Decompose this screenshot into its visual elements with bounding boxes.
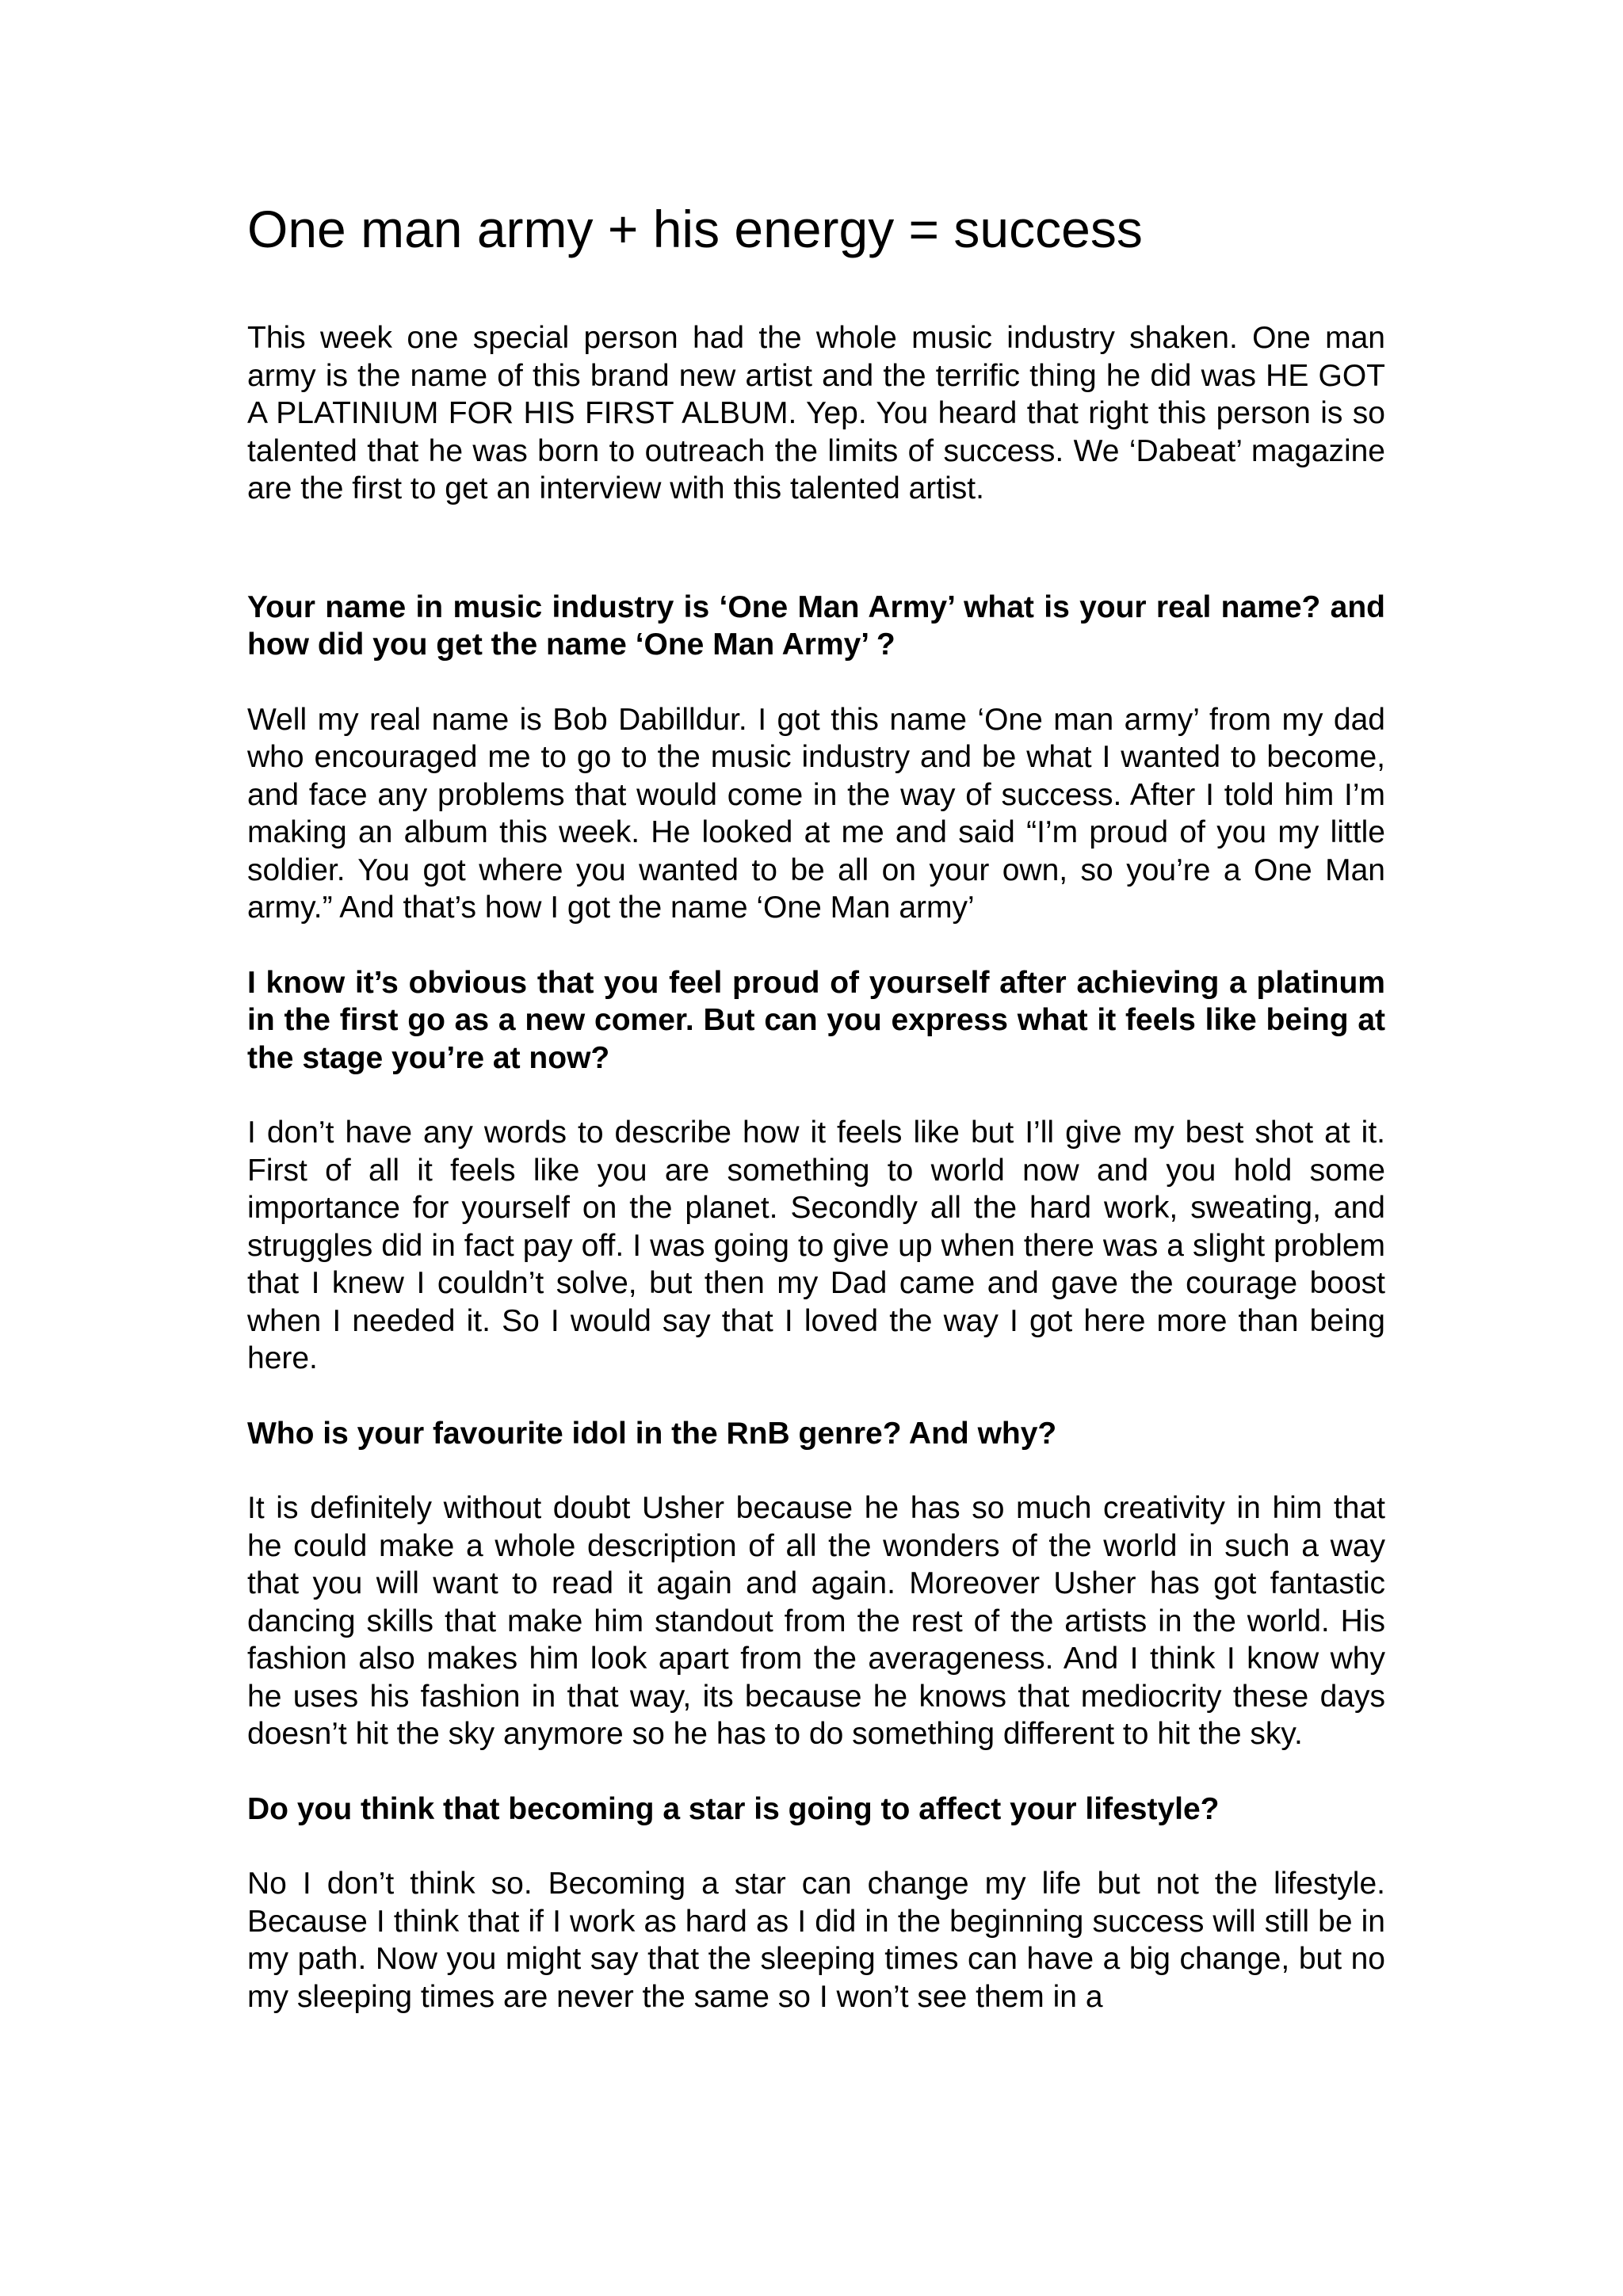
question-3: Who is your favourite idol in the RnB genre? And why? xyxy=(247,1416,1057,1451)
question-2: I know it’s obvious that you feel proud of yourself after achieving a platinum in the first go as a new comer. But can you express what it feels like being at the stage you’re at now? xyxy=(247,965,1385,1075)
answer-4: No I don’t think so. Becoming a star can change my life but not the lifestyle. Because I think that if I work as hard as I did in the beginning success will still be in my path. Now you might say that the sleeping times can have a big change, but no my sleeping times are never the same so I won’t see them in a xyxy=(247,1867,1385,2014)
answer-1: Well my real name is Bob Dabilldur. I got this name ‘One man army’ from my dad who encouraged me to go to the music industry and be what I wanted to become, and face any problems that would come in the way of success. After I told him I’m making an album this week. He looked at me and said “I’m proud of you my little soldier. You got where you wanted to be all on your own, so you’re a One Man army.” And that’s how I got the name ‘One Man army’ xyxy=(247,702,1385,925)
article-intro: This week one special person had the whole music industry shaken. One man army is the name of this brand new artist and the terrific thing he did was HE GOT A PLATINIUM FOR HIS FIRST ALBUM. Yep. You heard that right this person is so talented that he was born to outreach the limits of success. We ‘Dabeat’ magazine are the first to get an interview with this talented artist. xyxy=(247,321,1385,506)
answer-2: I don’t have any words to describe how it feels like but I’ll give my best shot at it. First of all it feels like you are something to world now and you hold some importance for yourself on the planet. Secondly all the hard work, sweating, and struggles did in fact pay off. I was going to give up when there was a slight problem that I knew I couldn’t solve, but then my Dad came and gave the courage boost when I needed it. So I would say that I loved the way I got here more than being here. xyxy=(247,1116,1385,1376)
document-page xyxy=(247,198,1385,2016)
article-title: One man army + his energy = success xyxy=(247,200,1143,258)
question-1: Your name in music industry is ‘One Man Army’ what is your real name? and how did you get the name ‘One Man Army’ ? xyxy=(247,589,1385,662)
answer-3: It is definitely without doubt Usher because he has so much creativity in him that he could make a whole description of all the wonders of the world in such a way that you will want to read it again and again. Moreover Usher has got fantastic dancing skills that make him standout from the rest of the artists in the world. His fashion also makes him look apart from the averageness. And I think I know why he uses his fashion in that way, its because he knows that mediocrity these days doesn’t hit the sky anymore so he has to do something different to hit the sky. xyxy=(247,1491,1385,1752)
question-4: Do you think that becoming a star is going to affect your lifestyle? xyxy=(247,1791,1220,1826)
